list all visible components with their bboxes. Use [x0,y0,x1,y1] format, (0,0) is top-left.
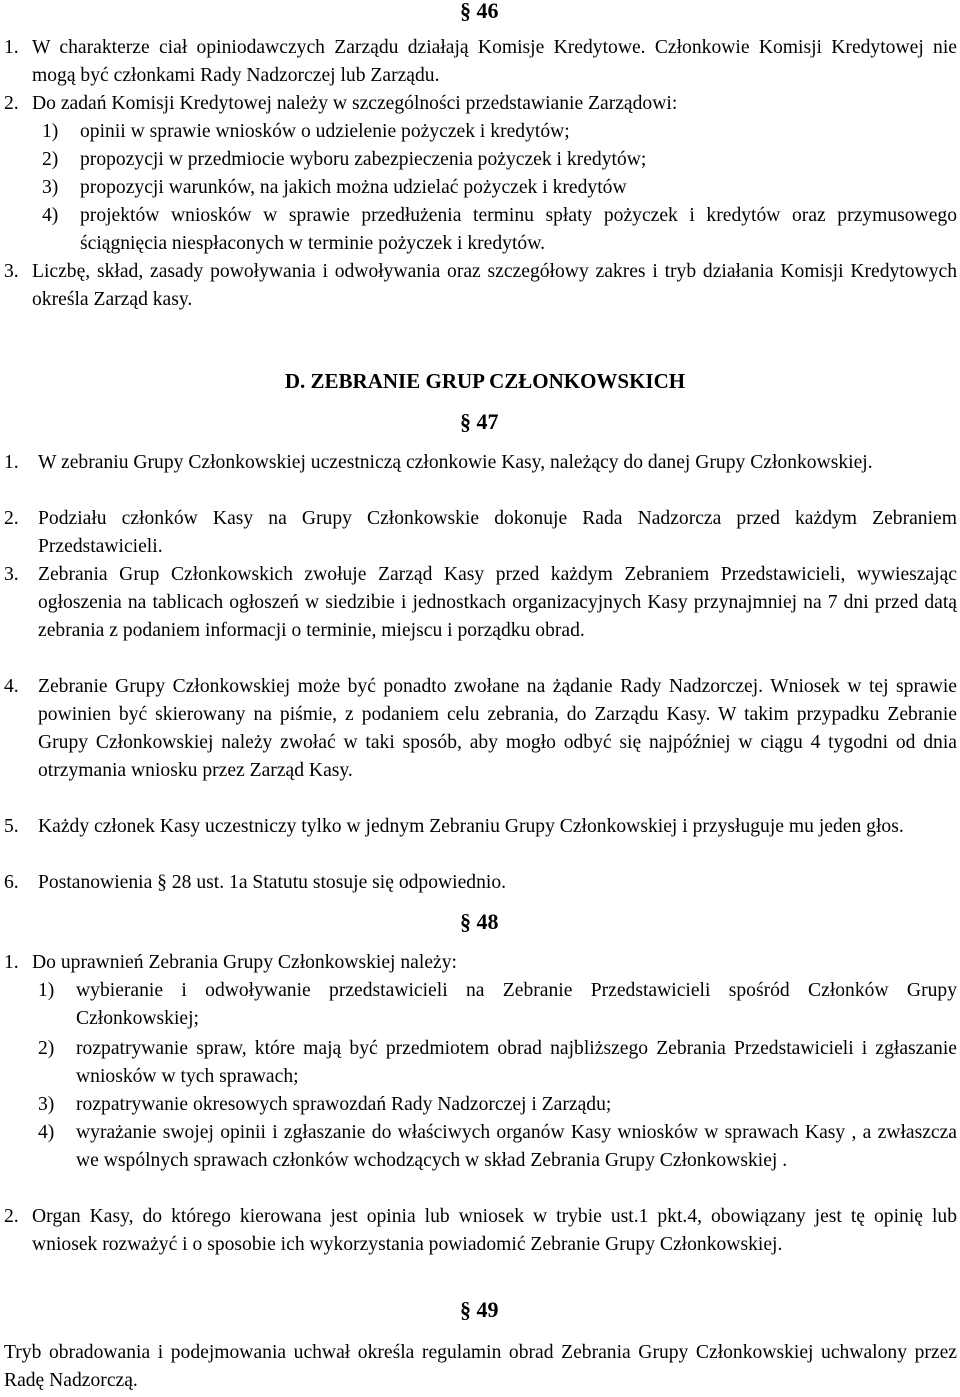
paragraph-48-heading: § 48 [460,909,499,934]
p48-subitem-2-number: 2) [38,1038,55,1059]
p48-subitem-4-number: 4) [38,1122,55,1143]
p47-item-5-text: Każdy członek Kasy uczestniczy tylko w jednym Zebraniu Grupy Członkowskiej i przysługuje mu jeden głos. [38,816,904,837]
p47-item-2-number: 2. [4,508,19,529]
p49-text: Tryb obradowania i podejmowania uchwał określa regulamin obrad Zebrania Grupy Członkowskiej uchwalony przez Radę Nadzorczą. [4,1342,957,1391]
p47-item-5-number: 5. [4,816,19,837]
p46-subitem-2-number: 2) [42,149,59,170]
p46-subitem-3-text: propozycji warunków, na jakich można udzielać pożyczek i kredytów [80,177,627,198]
p48-subitem-1-number: 1) [38,980,55,1001]
p46-subitem-1-number: 1) [42,121,59,142]
p46-subitem-4-text: projektów wniosków w sprawie przedłużenia terminu spłaty pożyczek i kredytów oraz przymusowego ściągnięcia niespłaconych w terminie pożyczek i kredytów. [80,205,957,254]
p48-subitem-1-text: wybieranie i odwoływanie przedstawicieli na Zebranie Przedstawicieli spośród Członków Grupy Członkowskiej; [76,980,957,1029]
p46-subitem-4-number: 4) [42,205,59,226]
p47-item-3-number: 3. [4,564,19,585]
p47-item-2-text: Podziału członków Kasy na Grupy Członkowskie dokonuje Rada Nadzorcza przed każdym Zebraniem Przedstawicieli. [38,508,957,557]
p46-item-1-text: W charakterze ciał opiniodawczych Zarządu działają Komisje Kredytowe. Członkowie Komisji Kredytowej nie mogą być członkami Rady Nadzorczej lub Zarządu. [32,37,957,86]
p47-item-4-number: 4. [4,676,19,697]
p48-subitem-2-text: rozpatrywanie spraw, które mają być przedmiotem obrad najbliższego Zebrania Przedstawicieli i zgłaszanie wniosków w tych sprawach; [76,1038,957,1087]
p46-item-3-number: 3. [4,261,19,282]
p47-item-4-text: Zebranie Grupy Członkowskiej może być ponadto zwołane na żądanie Rady Nadzorczej. Wniosek w tej sprawie powinien być skierowany na piśmie, z podaniem celu zebrania, do Zarządu Kasy. W takim przypadku Zebranie Grupy Członkowskiej należy zwołać w taki sposób, aby mogło odbyć się najpóźniej w ciągu 4 tygodni od dnia otrzymania wniosku przez Zarząd Kasy. [38,676,957,781]
p47-item-6-text: Postanowienia § 28 ust. 1a Statutu stosuje się odpowiednio. [38,872,507,893]
paragraph-49-heading: § 49 [460,1297,499,1322]
paragraph-46-heading: § 46 [460,0,499,23]
p46-subitem-1-text: opinii w sprawie wniosków o udzielenie pożyczek i kredytów; [80,121,570,142]
p46-subitem-2-text: propozycji w przedmiocie wyboru zabezpieczenia pożyczek i kredytów; [80,149,647,170]
p48-subitem-4-text: wyrażanie swojej opinii i zgłaszanie do właściwych organów Kasy wniosków w sprawach Kasy , a zwłaszcza we wspólnych sprawach członków wchodzących w skład Zebrania Grupy Członkowskiej . [76,1122,957,1171]
p48-item-2-number: 2. [4,1206,19,1227]
p47-item-1-text: W zebraniu Grupy Członkowskiej uczestniczą członkowie Kasy, należący do danej Grupy Członkowskiej. [38,452,873,473]
paragraph-47-heading: § 47 [460,409,499,434]
p48-item-2-text: Organ Kasy, do którego kierowana jest opinia lub wniosek w trybie ust.1 pkt.4, obowiązany jest tę opinię lub wniosek rozważyć i o sposobie ich wykorzystania powiadomić Zebranie Grupy Członkowskiej. [32,1206,957,1255]
p46-item-2-number: 2. [4,93,19,114]
p46-subitem-3-number: 3) [42,177,59,198]
p48-subitem-3-number: 3) [38,1094,55,1115]
p46-item-1-number: 1. [4,37,19,58]
section-d-title: D. ZEBRANIE GRUP CZŁONKOWSKICH [284,369,686,393]
p47-item-6-number: 6. [4,872,19,893]
p48-item-1-number: 1. [4,952,19,973]
p47-item-3-text: Zebrania Grup Członkowskich zwołuje Zarząd Kasy przed każdym Zebraniem Przedstawicieli, wywieszając ogłoszenia na tablicach ogłoszeń w siedzibie i jednostkach organizacyjnych Kasy przynajmniej na 7 dni przed datą zebrania z podaniem informacji o terminie, miejscu i porządku obrad. [38,564,957,641]
p46-item-3-text: Liczbę, skład, zasady powoływania i odwoływania oraz szczegółowy zakres i tryb działania Komisji Kredytowych określa Zarząd kasy. [32,261,957,310]
p48-item-1-text: Do uprawnień Zebrania Grupy Członkowskiej należy: [32,952,457,973]
p47-item-1-number: 1. [4,452,19,473]
p46-item-2-text: Do zadań Komisji Kredytowej należy w szczególności przedstawianie Zarządowi: [32,93,678,114]
p48-subitem-3-text: rozpatrywanie okresowych sprawozdań Rady Nadzorczej i Zarządu; [76,1094,612,1115]
